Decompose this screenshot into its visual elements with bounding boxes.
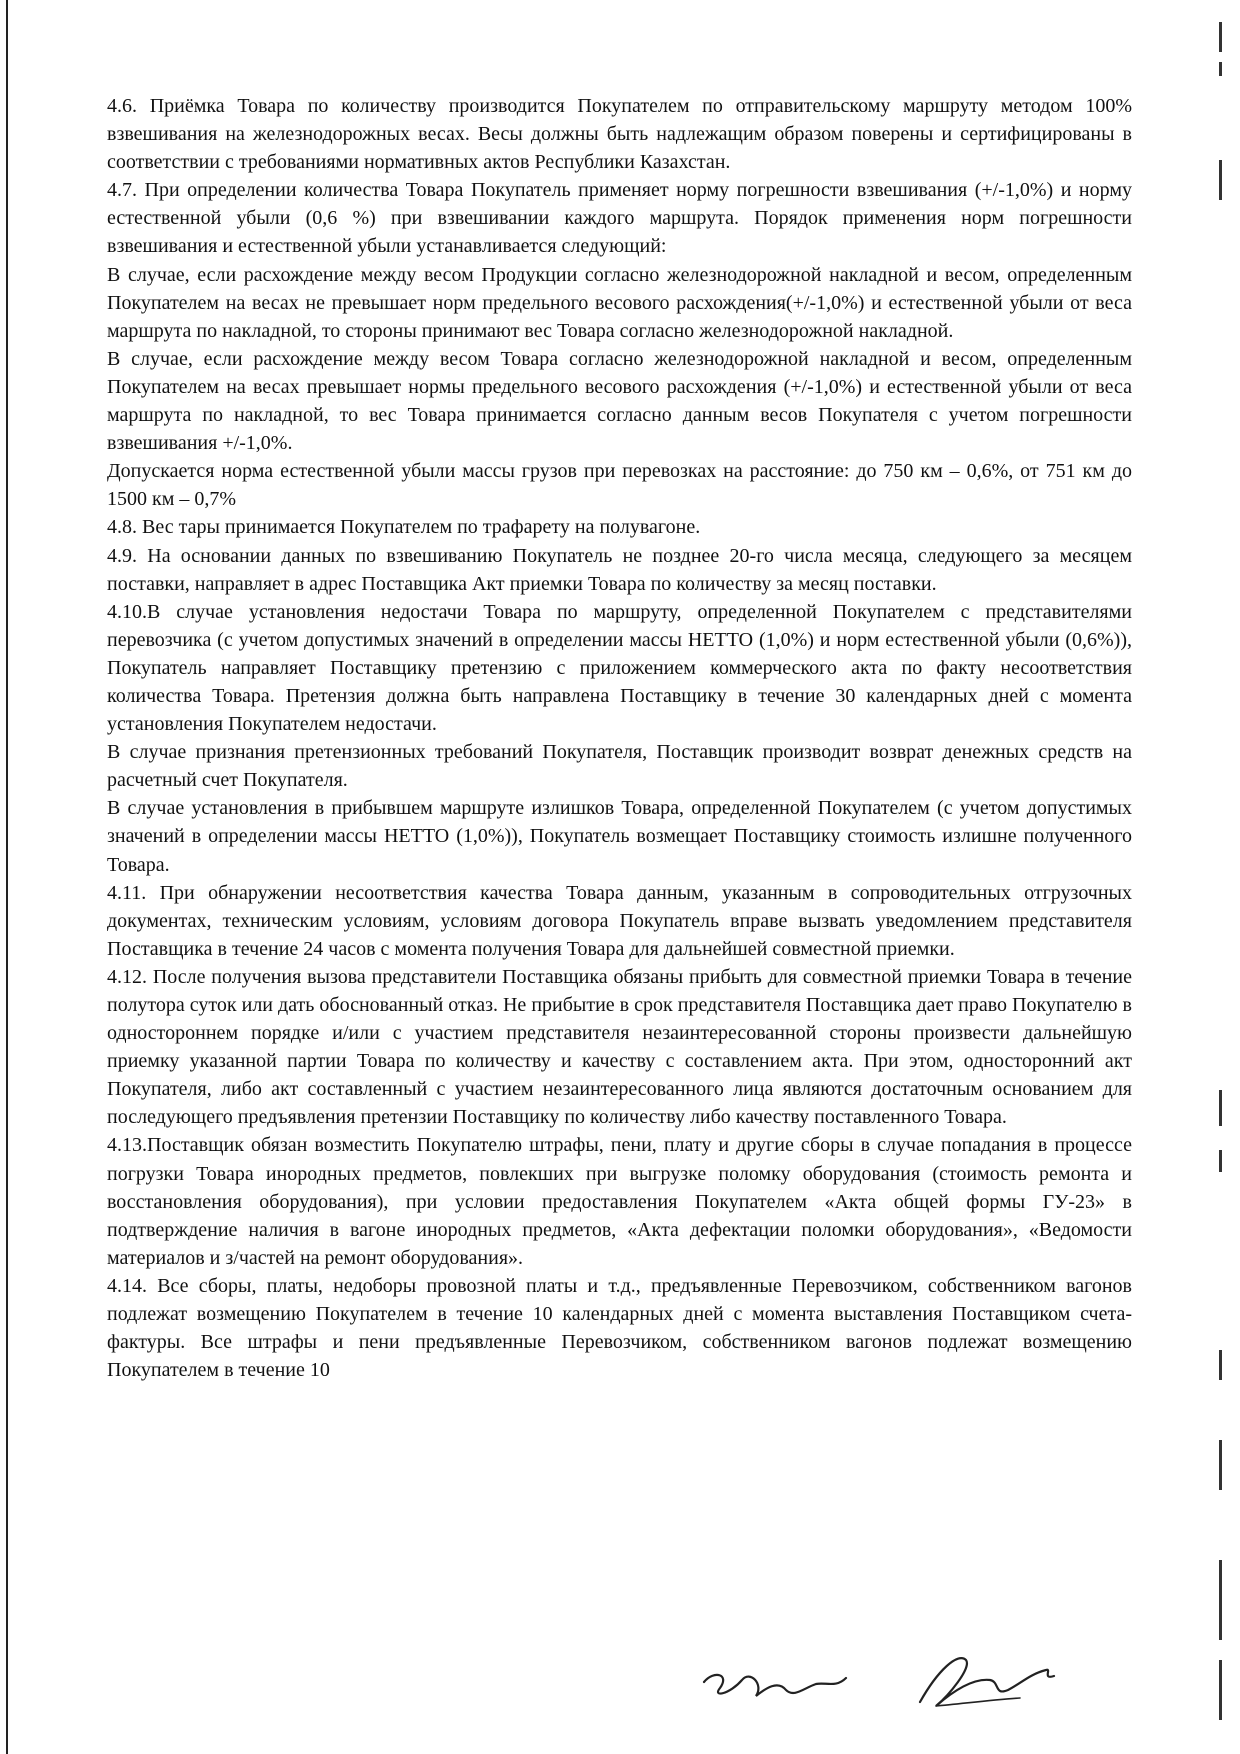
paragraph-4-14: 4.14. Все сборы, платы, недоборы провозной платы и т.д., предъявленные Перевозчиком, собственником вагонов подлежат возмещению Покупателем в течение 10 календарных дней с момента выставления Поставщиком счета-фактуры. Все штрафы и пени предъявленные Перевозчиком, собственником вагонов подлежат возмещению Покупателем в течение 10	[107, 1274, 1132, 1382]
signature-right	[920, 1658, 1054, 1706]
scan-left-edge	[6, 0, 8, 1754]
paragraph-4-6: 4.6. Приёмка Товара по количеству производится Покупателем по отправительскому маршруту методом 100% взвешивания на железнодорожных весах. Весы должны быть надлежащим образом поверены и сертифицированы в соответствии с требованиями нормативных актов Республики Казахстан.	[107, 95, 1132, 174]
document-body	[107, 92, 1132, 1384]
paragraph-4-7-natural-loss: Допускается норма естественной убыли массы грузов при перевозках на расстояние: до 750 км – 0,6%, от 751 км до 1500 км – 0,7%	[107, 460, 1132, 511]
paragraph-4-7-case-2: В случае, если расхождение между весом Товара согласно железнодорожной накладной и весом, определенным Покупателем на весах превышает нормы предельного весового расхождения (+/-1,0%) и естественной убыли от веса маршрута по накладной, то вес Товара принимается согласно данным весов Покупателя с учетом погрешности взвешивания +/-1,0%.	[107, 347, 1132, 455]
paragraph-4-11: 4.11. При обнаружении несоответствия качества Товара данным, указанным в сопроводительных отгрузочных документах, техническим условиям, условиям договора Покупатель вправе вызвать уведомлением представителя Поставщика в течение 24 часов с момента получения Товара для дальнейшей совместной приемки.	[107, 881, 1132, 960]
paragraph-4-12: 4.12. После получения вызова представители Поставщика обязаны прибыть для совместной приемки Товара в течение полутора суток или дать обоснованный отказ. Не прибытие в срок представителя Поставщика дает право Покупателю в одностороннем порядке и/или с участием представителя незаинтересованной стороны произвести дальнейшую приемку указанной партии Товара по количеству и качеству с составлением акта. При этом, односторонний акт Покупателя, либо акт составленный с участием незаинтересованного лица являются достаточным основанием для последующего предъявления претензии Поставщику по количеству либо качеству поставленного Товара.	[107, 965, 1132, 1129]
paragraph-4-9: 4.9. На основании данных по взвешиванию Покупатель не позднее 20-го числа месяца, следующего за месяцем поставки, направляет в адрес Поставщика Акт приемки Товара по количеству за месяц поставки.	[107, 544, 1132, 595]
paragraph-4-7: 4.7. При определении количества Товара Покупатель применяет норму погрешности взвешивания (+/-1,0%) и норму естественной убыли (0,6 %) при взвешивании каждого маршрута. Порядок применения норм погрешности взвешивания и естественной убыли устанавливается следующий:	[107, 179, 1132, 258]
paragraph-4-7-case-1: В случае, если расхождение между весом Продукции согласно железнодорожной накладной и весом, определенным Покупателем на весах не превышает норм предельного весового расхождения(+/-1,0%) и естественной убыли от веса маршрута по накладной, то стороны принимают вес Товара согласно железнодорожной накладной.	[107, 263, 1132, 342]
paragraph-4-10: 4.10.В случае установления недостачи Товара по маршруту, определенной Покупателем с представителями перевозчика (с учетом допустимых значений в определении массы НЕТТО (1,0%) и норм естественной убыли (0,6%)), Покупатель направляет Поставщику претензию с приложением коммерческого акта по факту несоответствия количества Товара. Претензия должна быть направлена Поставщику в течение 30 календарных дней с момента установления Покупателем недостачи.	[107, 600, 1132, 736]
paragraph-4-10-surplus: В случае установления в прибывшем маршруте излишков Товара, определенной Покупателем (с учетом допустимых значений в определении массы НЕТТО (1,0%)), Покупатель возмещает Поставщику стоимость излишне полученного Товара.	[107, 797, 1132, 876]
paragraph-4-10-refund: В случае признания претензионных требований Покупателя, Поставщик производит возврат денежных средств на расчетный счет Покупателя.	[107, 741, 1132, 792]
signature-left	[704, 1675, 846, 1696]
handwritten-signatures	[690, 1640, 1110, 1730]
scan-edge-marks	[1180, 0, 1240, 1754]
paragraph-4-13: 4.13.Поставщик обязан возместить Покупателю штрафы, пени, плату и другие сборы в случае попадания в процессе погрузки Товара инородных предметов, повлекших при выгрузке поломку оборудования (стоимость ремонта и восстановления оборудования), при условии предоставления Покупателем «Акта общей формы ГУ-23» в подтверждение наличия в вагоне инородных предметов, «Акта дефектации поломки оборудования», «Ведомости материалов и з/частей на ремонт оборудования».	[107, 1134, 1132, 1269]
paragraph-4-8: 4.8. Вес тары принимается Покупателем по трафарету на полувагоне.	[107, 516, 701, 539]
